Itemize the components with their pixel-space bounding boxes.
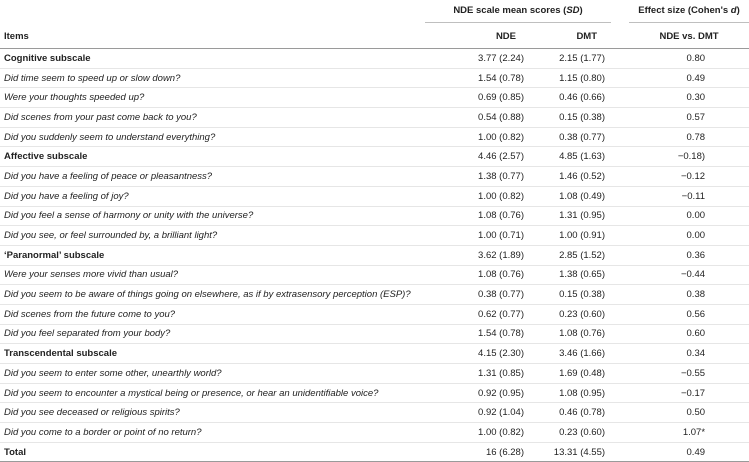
nde-score-cell: 1.54 (0.78): [425, 68, 528, 88]
item-cell: Did you have a feeling of joy?: [0, 186, 425, 206]
nde-score-cell: 16 (6.28): [425, 442, 528, 462]
item-cell: Transcendental subscale: [0, 344, 425, 364]
nde-score-cell: 1.08 (0.76): [425, 206, 528, 226]
table-body: [0, 49, 749, 462]
dmt-score-cell: 0.15 (0.38): [528, 108, 611, 128]
item-cell: Did you seem to be aware of things going on elsewhere, as if by extrasensory perception (ESP)?: [0, 285, 425, 305]
item-cell: ‘Paranormal’ subscale: [0, 245, 425, 265]
effect-size-cell: 0.56: [629, 304, 749, 324]
nde-score-cell: 1.38 (0.77): [425, 167, 528, 187]
dmt-score-cell: 1.00 (0.91): [528, 226, 611, 246]
spacer-cell: [611, 88, 629, 108]
item-cell: Did you seem to encounter a mystical being or presence, or hear an unidentifiable voice?: [0, 383, 425, 403]
nde-score-cell: 1.08 (0.76): [425, 265, 528, 285]
spacer-cell: [611, 403, 629, 423]
dmt-score-cell: 1.31 (0.95): [528, 206, 611, 226]
dmt-score-cell: 2.85 (1.52): [528, 245, 611, 265]
spacer-cell: [611, 245, 629, 265]
items-column-header: Items: [0, 24, 425, 49]
spacer-cell: [611, 285, 629, 305]
item-cell: Total: [0, 442, 425, 462]
nde-column-header: NDE: [425, 24, 528, 49]
nde-scale-group-label: NDE scale mean scores (SD): [425, 5, 611, 23]
dmt-score-cell: 0.23 (0.60): [528, 304, 611, 324]
header-blank: [0, 0, 425, 24]
effect-size-group-header: [629, 0, 749, 24]
nde-score-cell: 1.31 (0.85): [425, 364, 528, 384]
table-row: [0, 383, 749, 403]
spacer-cell: [611, 49, 629, 69]
effect-size-cell: 0.50: [629, 403, 749, 423]
table-row: [0, 226, 749, 246]
item-cell: Were your senses more vivid than usual?: [0, 265, 425, 285]
dmt-score-cell: 1.08 (0.95): [528, 383, 611, 403]
effect-size-cell: 0.78: [629, 127, 749, 147]
nde-score-cell: 0.38 (0.77): [425, 285, 528, 305]
effect-size-cell: −0.55: [629, 364, 749, 384]
table-row: [0, 403, 749, 423]
table-row: [0, 285, 749, 305]
nde-score-cell: 0.92 (0.95): [425, 383, 528, 403]
spacer-cell: [611, 167, 629, 187]
nde-score-cell: 1.54 (0.78): [425, 324, 528, 344]
dmt-score-cell: 1.46 (0.52): [528, 167, 611, 187]
nde-score-cell: 1.00 (0.82): [425, 186, 528, 206]
item-cell: Did you have a feeling of peace or pleasantness?: [0, 167, 425, 187]
dmt-score-cell: 0.15 (0.38): [528, 285, 611, 305]
effect-size-cell: 0.00: [629, 226, 749, 246]
spacer-cell: [611, 127, 629, 147]
nde-scale-group-header: [425, 0, 611, 24]
item-cell: Did you suddenly seem to understand everything?: [0, 127, 425, 147]
effect-size-group-label: Effect size (Cohen's d): [629, 5, 749, 23]
item-cell: Did time seem to speed up or slow down?: [0, 68, 425, 88]
dmt-score-cell: 0.46 (0.78): [528, 403, 611, 423]
item-cell: Were your thoughts speeded up?: [0, 88, 425, 108]
spacer-cell: [611, 108, 629, 128]
table-row: [0, 127, 749, 147]
dmt-score-cell: 1.38 (0.65): [528, 265, 611, 285]
nde-score-cell: 0.92 (1.04): [425, 403, 528, 423]
nde-score-cell: 1.00 (0.82): [425, 127, 528, 147]
dmt-score-cell: 0.46 (0.66): [528, 88, 611, 108]
effect-size-cell: 0.49: [629, 442, 749, 462]
nde-score-cell: 4.15 (2.30): [425, 344, 528, 364]
effect-size-cell: 0.36: [629, 245, 749, 265]
nde-score-cell: 1.00 (0.71): [425, 226, 528, 246]
dmt-score-cell: 1.08 (0.49): [528, 186, 611, 206]
item-cell: Did you feel a sense of harmony or unity with the universe?: [0, 206, 425, 226]
effect-size-cell: −0.11: [629, 186, 749, 206]
table-row: [0, 304, 749, 324]
spacer-cell: [611, 147, 629, 167]
effect-size-cell: 0.57: [629, 108, 749, 128]
table-row: [0, 88, 749, 108]
dmt-score-cell: 13.31 (4.55): [528, 442, 611, 462]
table-row: [0, 423, 749, 443]
nde-score-cell: 0.69 (0.85): [425, 88, 528, 108]
spacer-cell: [611, 344, 629, 364]
nde-score-cell: 4.46 (2.57): [425, 147, 528, 167]
dmt-score-cell: 1.69 (0.48): [528, 364, 611, 384]
subscale-row: [0, 49, 749, 69]
item-cell: Did you seem to enter some other, unearthly world?: [0, 364, 425, 384]
effect-size-cell: −0.12: [629, 167, 749, 187]
item-cell: Did scenes from your past come back to you?: [0, 108, 425, 128]
dmt-column-header: DMT: [528, 24, 611, 49]
nde-score-cell: 3.62 (1.89): [425, 245, 528, 265]
subscale-row: [0, 344, 749, 364]
item-cell: Did you feel separated from your body?: [0, 324, 425, 344]
item-cell: Did you see deceased or religious spirits?: [0, 403, 425, 423]
dmt-score-cell: 1.08 (0.76): [528, 324, 611, 344]
item-cell: Affective subscale: [0, 147, 425, 167]
effect-size-cell: −0.18): [629, 147, 749, 167]
effect-size-cell: 0.30: [629, 88, 749, 108]
item-cell: Did scenes from the future come to you?: [0, 304, 425, 324]
effect-size-cell: 0.60: [629, 324, 749, 344]
dmt-score-cell: 0.23 (0.60): [528, 423, 611, 443]
spacer-cell: [611, 324, 629, 344]
spacer-cell: [611, 442, 629, 462]
table-row: [0, 364, 749, 384]
effect-size-cell: 1.07*: [629, 423, 749, 443]
spacer-cell: [611, 304, 629, 324]
effect-column-header: NDE vs. DMT: [629, 24, 749, 49]
table-row: [0, 186, 749, 206]
nde-score-cell: 1.00 (0.82): [425, 423, 528, 443]
subscale-row: [0, 147, 749, 167]
table-row: [0, 108, 749, 128]
dmt-score-cell: 4.85 (1.63): [528, 147, 611, 167]
table-row: [0, 324, 749, 344]
spacer-cell: [611, 423, 629, 443]
effect-size-cell: 0.49: [629, 68, 749, 88]
nde-score-cell: 3.77 (2.24): [425, 49, 528, 69]
total-row: [0, 442, 749, 462]
item-cell: Did you see, or feel surrounded by, a brilliant light?: [0, 226, 425, 246]
table-row: [0, 167, 749, 187]
spacer-cell: [611, 364, 629, 384]
dmt-score-cell: 1.15 (0.80): [528, 68, 611, 88]
effect-size-cell: −0.17: [629, 383, 749, 403]
item-cell: Cognitive subscale: [0, 49, 425, 69]
spacer-cell: [611, 186, 629, 206]
spacer-cell: [611, 383, 629, 403]
dmt-score-cell: 0.38 (0.77): [528, 127, 611, 147]
spacer-cell: [611, 226, 629, 246]
effect-size-cell: 0.00: [629, 206, 749, 226]
table-row: [0, 68, 749, 88]
dmt-score-cell: 3.46 (1.66): [528, 344, 611, 364]
item-cell: Did you come to a border or point of no return?: [0, 423, 425, 443]
effect-size-cell: 0.80: [629, 49, 749, 69]
table-row: [0, 206, 749, 226]
header-column-row: [0, 24, 749, 49]
table-row: [0, 265, 749, 285]
effect-size-cell: −0.44: [629, 265, 749, 285]
dmt-score-cell: 2.15 (1.77): [528, 49, 611, 69]
spacer-cell: [611, 265, 629, 285]
spacer-cell: [611, 68, 629, 88]
spacer-cell: [611, 206, 629, 226]
nde-score-cell: 0.62 (0.77): [425, 304, 528, 324]
nde-score-cell: 0.54 (0.88): [425, 108, 528, 128]
effect-size-cell: 0.38: [629, 285, 749, 305]
header-group-row: [0, 0, 749, 24]
subscale-row: [0, 245, 749, 265]
effect-size-cell: 0.34: [629, 344, 749, 364]
